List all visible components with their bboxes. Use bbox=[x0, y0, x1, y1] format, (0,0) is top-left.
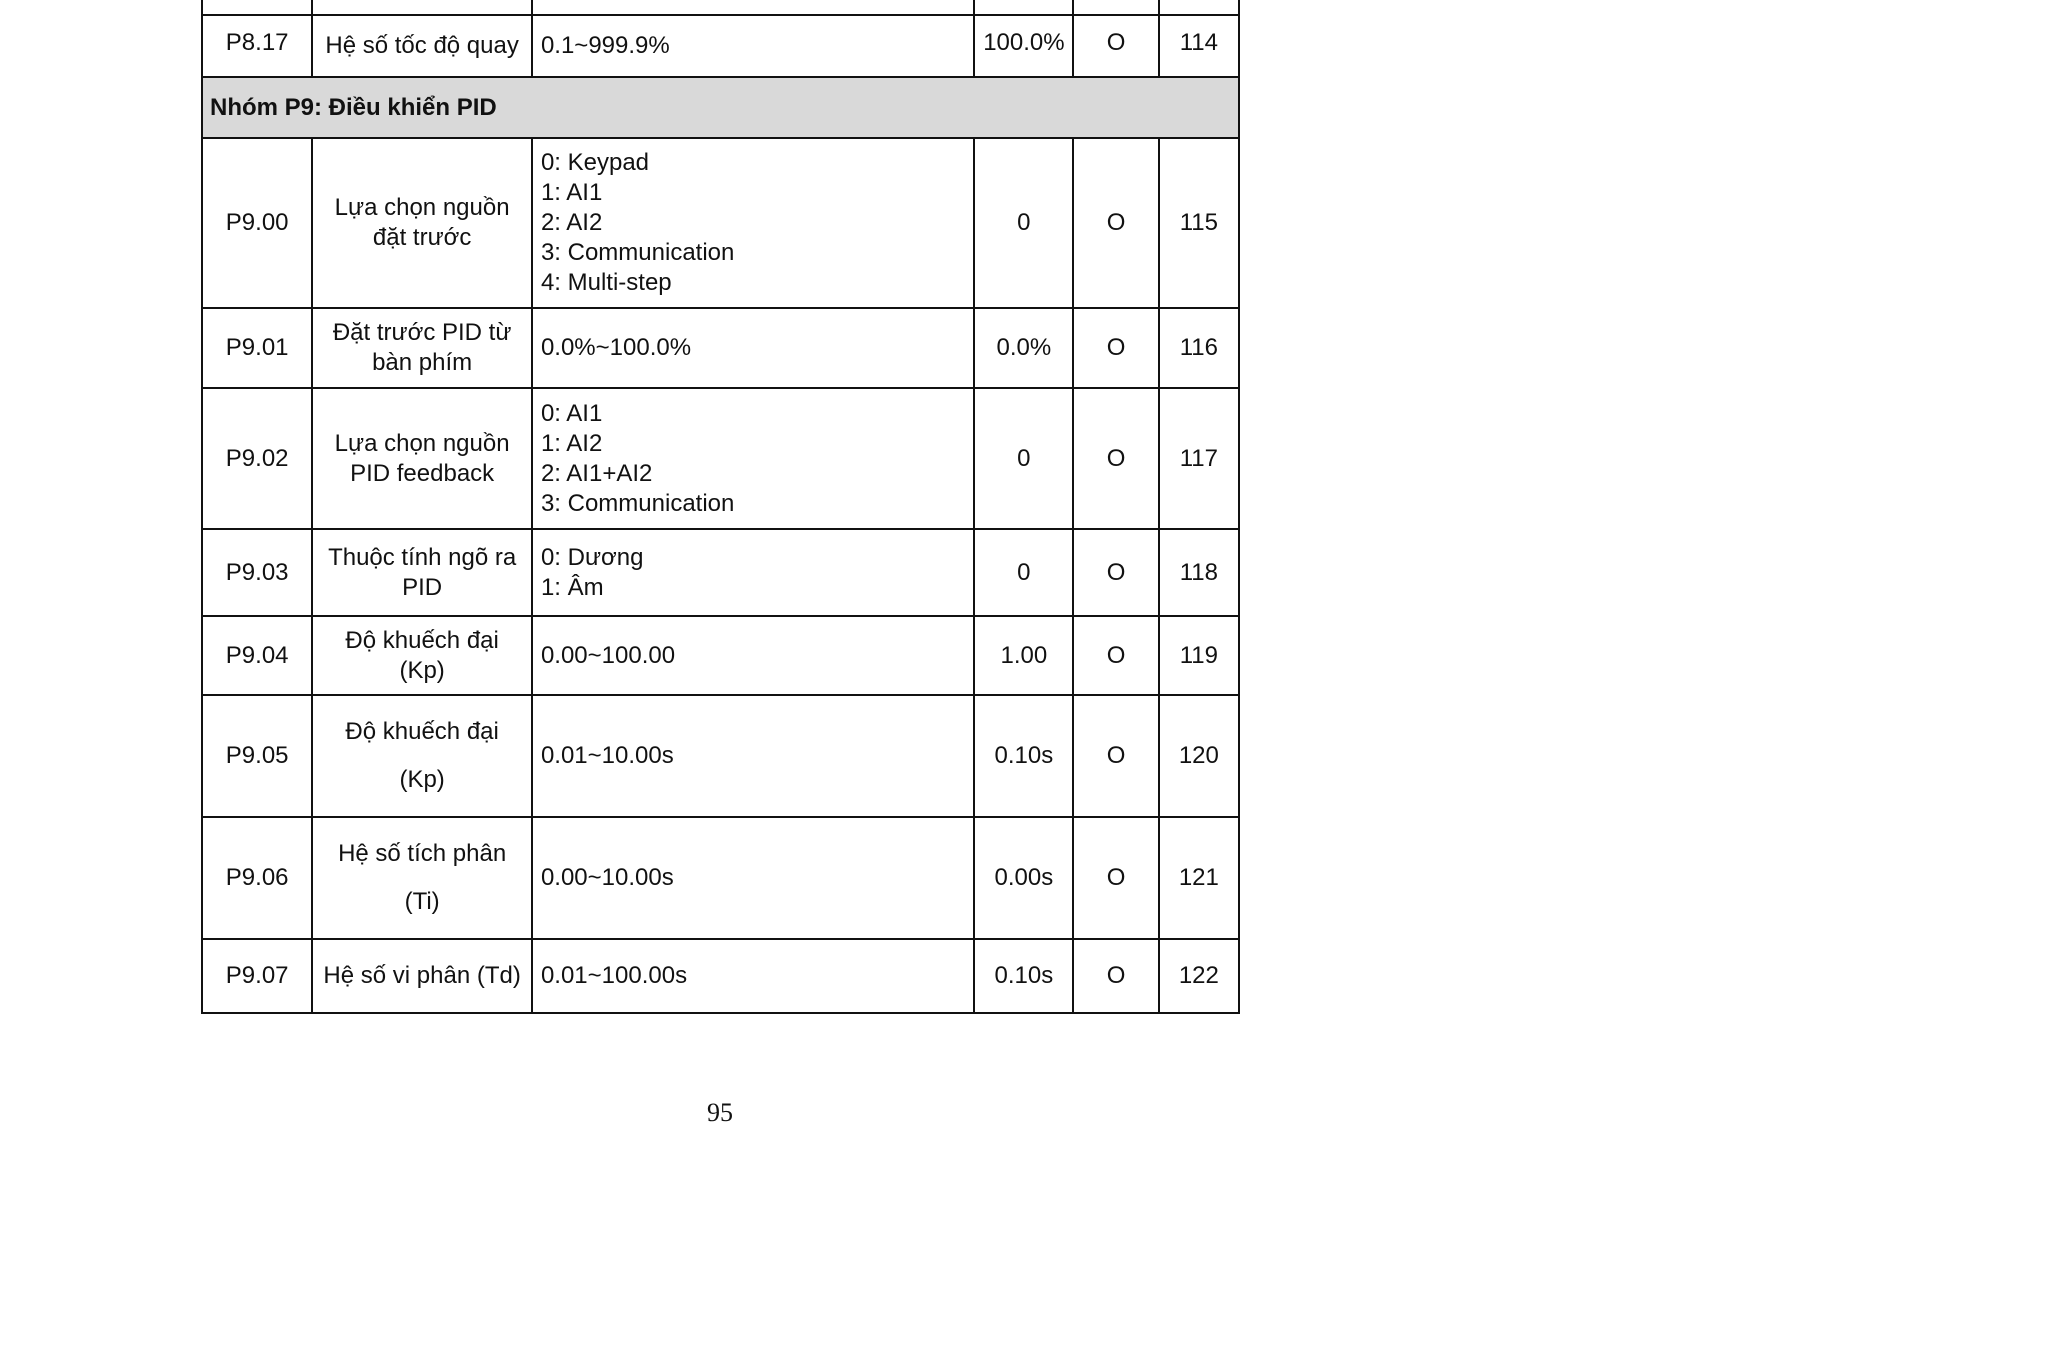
cell-modify: O bbox=[1073, 388, 1158, 529]
cell-address: 117 bbox=[1159, 388, 1239, 529]
cell-code: P9.07 bbox=[202, 939, 312, 1013]
cell-name bbox=[312, 616, 532, 695]
cell-name bbox=[312, 308, 532, 388]
cell-modify: O bbox=[1073, 939, 1158, 1013]
cell-code: P9.03 bbox=[202, 529, 312, 616]
name-line: Lựa chọn nguồn bbox=[334, 429, 510, 457]
cell-range bbox=[532, 529, 974, 616]
cell-default: 0.10s bbox=[974, 939, 1073, 1013]
table-row-p9-07 bbox=[202, 939, 1239, 1013]
cell-code: P9.00 bbox=[202, 138, 312, 308]
option-line: 0: Dương bbox=[540, 543, 644, 571]
cell-code: P8.17 bbox=[202, 15, 312, 77]
cell-address: 115 bbox=[1159, 138, 1239, 308]
name-line: Thuộc tính ngõ ra bbox=[328, 543, 517, 571]
name-line: Độ khuếch đại bbox=[345, 626, 499, 654]
cell-modify: O bbox=[1073, 308, 1158, 388]
cell-address: 122 bbox=[1159, 939, 1239, 1013]
section-header-p9 bbox=[202, 77, 1239, 138]
cell-address: 120 bbox=[1159, 695, 1239, 817]
cell-name bbox=[312, 695, 532, 817]
cell-modify: O bbox=[1073, 695, 1158, 817]
cell-default bbox=[974, 0, 1073, 15]
cell-range: 0.00~10.00s bbox=[532, 817, 974, 939]
cell-name bbox=[312, 0, 532, 15]
name-line: (Kp) bbox=[399, 656, 445, 684]
option-line: 1: AI2 bbox=[540, 429, 603, 457]
cell-name bbox=[312, 388, 532, 529]
cell-name: Hệ số tốc độ quay bbox=[312, 15, 532, 77]
cell-address: 121 bbox=[1159, 817, 1239, 939]
cell-range: 0.0%~100.0% bbox=[532, 308, 974, 388]
table-row-p9-06 bbox=[202, 817, 1239, 939]
table-row-p9-04 bbox=[202, 616, 1239, 695]
cell-range: 0.1~999.9% bbox=[532, 15, 974, 77]
cell-code: P9.01 bbox=[202, 308, 312, 388]
cell-address: 119 bbox=[1159, 616, 1239, 695]
cell-name: Hệ số vi phân (Td) bbox=[312, 939, 532, 1013]
cell-address: 116 bbox=[1159, 308, 1239, 388]
parameter-table bbox=[201, 0, 1240, 1014]
cell-default: 0.00s bbox=[974, 817, 1073, 939]
cell-address: 114 bbox=[1159, 15, 1239, 77]
name-line: bàn phím bbox=[372, 349, 473, 376]
cell-default: 1.00 bbox=[974, 616, 1073, 695]
table-row-p8-17 bbox=[202, 15, 1239, 77]
section-title: Nhóm P9: Điều khiển PID bbox=[202, 77, 1239, 138]
cell-code: P9.04 bbox=[202, 616, 312, 695]
cell-default: 0.0% bbox=[974, 308, 1073, 388]
option-line: 2: AI2 bbox=[540, 209, 603, 236]
cell-range bbox=[532, 0, 974, 15]
option-line: 0: Keypad bbox=[540, 149, 650, 176]
cell-default: 0.10s bbox=[974, 695, 1073, 817]
cell-name bbox=[312, 817, 532, 939]
cell-name bbox=[312, 529, 532, 616]
cell-modify: O bbox=[1073, 616, 1158, 695]
cell-range bbox=[532, 388, 974, 529]
cell-default: 0 bbox=[974, 388, 1073, 529]
table-row-cut-off bbox=[202, 0, 1239, 15]
name-line: Độ khuếch đại bbox=[345, 718, 499, 745]
name-line: PID bbox=[402, 573, 443, 601]
option-line: 3: Communication bbox=[540, 489, 735, 517]
table-row-p9-03 bbox=[202, 529, 1239, 616]
name-line: Hệ số tích phân bbox=[338, 840, 507, 867]
cell-code: P9.05 bbox=[202, 695, 312, 817]
name-line: (Kp) bbox=[399, 766, 445, 793]
option-line: 2: AI1+AI2 bbox=[540, 459, 653, 487]
cell-default: 0 bbox=[974, 529, 1073, 616]
name-line: Lựa chọn nguồn bbox=[334, 194, 510, 221]
cell-code: P9.06 bbox=[202, 817, 312, 939]
table-row-p9-01 bbox=[202, 308, 1239, 388]
option-line: 4: Multi-step bbox=[540, 269, 672, 296]
table-row-p9-00 bbox=[202, 138, 1239, 308]
option-line: 3: Communication bbox=[540, 239, 735, 266]
cell-range: 0.00~100.00 bbox=[532, 616, 974, 695]
cell-name bbox=[312, 138, 532, 308]
cell-range: 0.01~100.00s bbox=[532, 939, 974, 1013]
cell-modify: O bbox=[1073, 138, 1158, 308]
cell-address bbox=[1159, 0, 1239, 15]
cell-address: 118 bbox=[1159, 529, 1239, 616]
cell-code: P9.02 bbox=[202, 388, 312, 529]
cell-code bbox=[202, 0, 312, 15]
cell-modify: O bbox=[1073, 15, 1158, 77]
cell-default: 0 bbox=[974, 138, 1073, 308]
option-line: 1: AI1 bbox=[540, 179, 603, 206]
cell-modify: O bbox=[1073, 817, 1158, 939]
name-line: Đặt trước PID từ bbox=[332, 319, 512, 346]
option-line: 0: AI1 bbox=[540, 399, 603, 427]
name-line: (Ti) bbox=[404, 888, 440, 915]
cell-modify bbox=[1073, 0, 1158, 15]
page-number: 95 bbox=[707, 1098, 733, 1127]
cell-default: 100.0% bbox=[974, 15, 1073, 77]
cell-range bbox=[532, 138, 974, 308]
name-line: PID feedback bbox=[350, 459, 495, 487]
table-row-p9-02 bbox=[202, 388, 1239, 529]
table-row-p9-05 bbox=[202, 695, 1239, 817]
name-line: đặt trước bbox=[372, 224, 472, 251]
cell-range: 0.01~10.00s bbox=[532, 695, 974, 817]
cell-modify: O bbox=[1073, 529, 1158, 616]
option-line: 1: Âm bbox=[540, 573, 604, 601]
